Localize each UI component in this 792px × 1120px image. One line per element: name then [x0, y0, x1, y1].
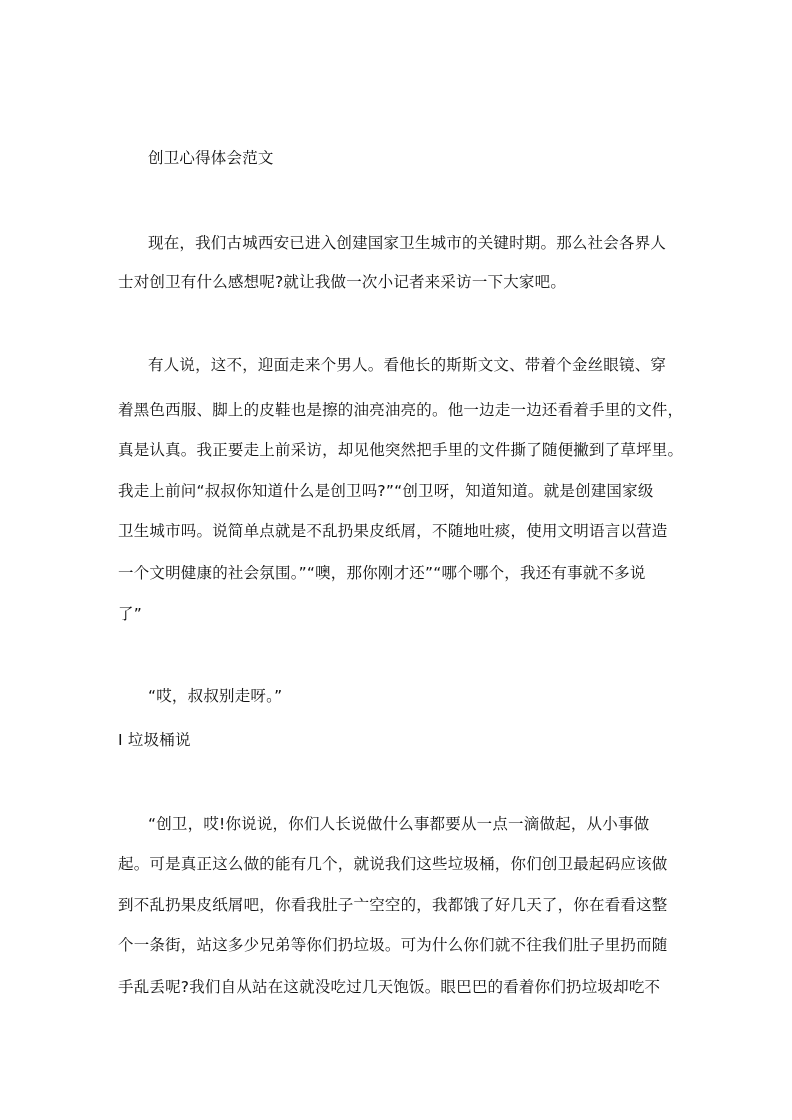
paragraph-2-line-2: 着黑色西服、脚上的皮鞋也是擦的油亮油亮的。他一边走一边还看着手里的文件，: [118, 401, 684, 419]
paragraph-2-line-7: 了”: [118, 605, 142, 623]
paragraph-3-line-5: 手乱丢呢?我们自从站在这就没吃过几天饱饭。眼巴巴的看着你们扔垃圾却吃不: [118, 978, 661, 996]
paragraph-2-line-1: 有人说，这不，迎面走来个男人。看他长的斯斯文文、带着个金丝眼镜、穿: [148, 356, 667, 374]
paragraph-1-line-2: 士对创卫有什么感想呢?就让我做一次小记者来采访一下大家吧。: [118, 273, 567, 291]
paragraph-3-line-1: “创卫，哎!你说说，你们人长说做什么事都要从一点一滴做起，从小事做: [148, 815, 650, 833]
paragraph-2-line-3: 真是认真。我正要走上前采访，却见他突然把手里的文件撕了随便撇到了草坪里。: [118, 441, 684, 459]
paragraph-3-line-2: 起。可是真正这么做的能有几个，就说我们这些垃圾桶，你们创卫最起码应该做: [118, 855, 668, 873]
paragraph-2-line-5: 卫生城市吗。说简单点就是不乱扔果皮纸屑，不随地吐痰，使用文明语言以营造: [118, 522, 668, 540]
paragraph-1-line-1: 现在，我们古城西安已进入创建国家卫生城市的关键时期。那么社会各界人: [148, 234, 667, 252]
paragraph-2-line-6: 一个文明健康的社会氛围。”“噢，那你刚才还”“哪个哪个，我还有事就不多说: [118, 564, 646, 582]
document-title: 创卫心得体会范文: [148, 149, 274, 167]
section-heading: I 垃圾桶说: [118, 731, 191, 749]
paragraph-3-line-4: 个一条街，站这多少兄弟等你们扔垃圾。可为什么你们就不往我们肚子里扔而随: [118, 936, 668, 954]
paragraph-3-line-3: 到不乱扔果皮纸屑吧，你看我肚子亠空空的，我都饿了好几天了，你在看看这整: [118, 896, 668, 914]
paragraph-2-line-4: 我走上前问“叔叔你知道什么是创卫吗?”“创卫呀，知道知道。就是创建国家级: [118, 482, 654, 500]
quote-line: “哎，叔叔别走呀。”: [148, 687, 283, 705]
